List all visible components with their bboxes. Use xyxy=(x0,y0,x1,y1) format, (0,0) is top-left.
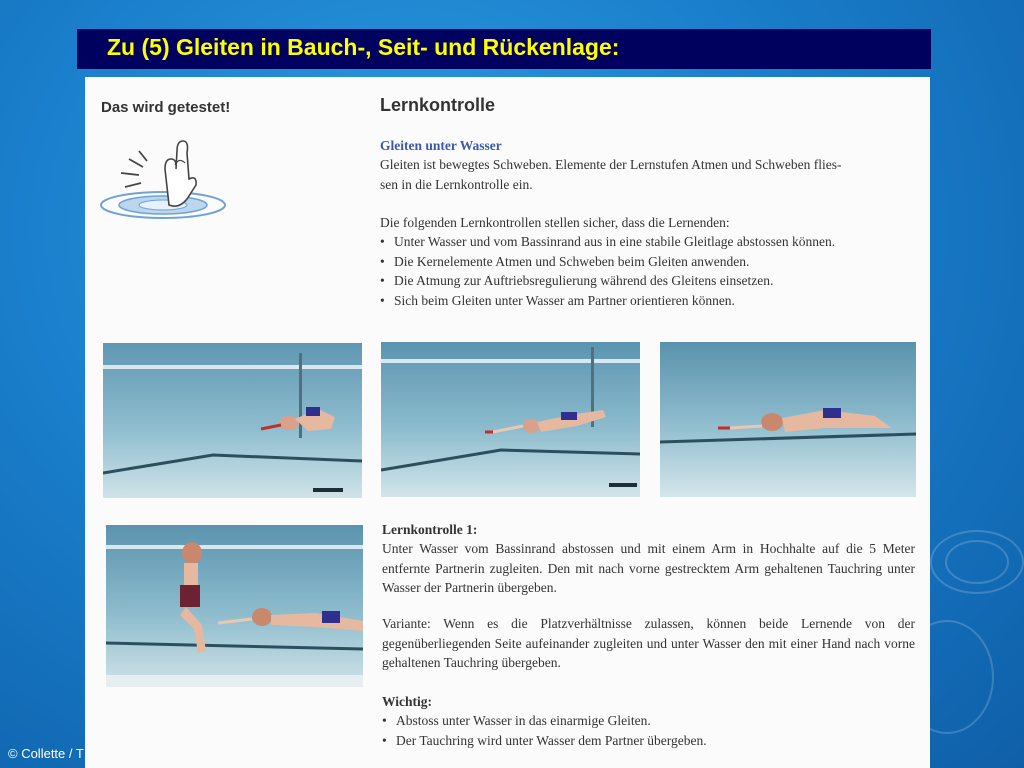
lernkontrolle-heading: Lernkontrolle xyxy=(380,95,496,115)
list-item: • Die Kernelemente Atmen und Schweben beim Gleiten anwenden. xyxy=(380,252,835,272)
lernziele-list xyxy=(380,232,835,310)
list-item: • Sich beim Gleiten unter Wasser am Partner orientieren können. xyxy=(380,291,835,311)
variante-text: Variante: Wenn es die Platzverhältnisse zulassen, können beide Lernende von der gegenüberliegenden Seite aufeinander zugleiten und unter Wasser den mit einer Hand nach vorne gehaltenen Tauchring übergeben. xyxy=(382,616,915,670)
pool-photo-2 xyxy=(381,342,640,497)
list-item: • Abstoss unter Wasser in das einarmige Gleiten. xyxy=(382,711,707,731)
wichtig-heading: Wichtig: xyxy=(382,694,432,709)
wichtig-list xyxy=(382,711,707,750)
pool-photo-1 xyxy=(103,343,362,498)
intro-line-2: sen in die Lernkontrolle ein. xyxy=(380,177,533,192)
list-item: • Die Atmung zur Auftriebsregulierung während des Gleitens einsetzen. xyxy=(380,271,835,291)
slide-title: Zu (5) Gleiten in Bauch-, Seit- und Rückenlage: xyxy=(77,29,931,69)
list-item: • Unter Wasser und vom Bassinrand aus in eine stabile Gleitlage abstossen können. xyxy=(380,232,835,252)
finger-in-water-icon xyxy=(99,129,229,224)
left-heading: Das wird getestet! xyxy=(101,99,231,116)
pool-photo-3 xyxy=(660,342,916,497)
list-item: • Der Tauchring wird unter Wasser dem Partner übergeben. xyxy=(382,731,707,751)
pool-photo-4 xyxy=(106,525,363,687)
gleiten-subheading: Gleiten unter Wasser xyxy=(380,138,502,153)
intro-line-1: Gleiten ist bewegtes Schweben. Elemente der Lernstufen Atmen und Schweben flies- xyxy=(380,157,842,172)
copyright-notice: © Collette / T xyxy=(8,746,84,761)
lernkontrolle-1-heading: Lernkontrolle 1: xyxy=(382,522,478,537)
scanned-page xyxy=(85,77,930,768)
water-ripple-decoration xyxy=(930,530,1024,594)
lernkontrolle-1-text: Unter Wasser vom Bassinrand abstossen und mit einem Arm in Hochhalte auf die 5 Meter entfernte Partnerin zugleiten. Den mit nach vorne gestrecktem Arm gehaltenen Tauchring unter Wasser der Partnerin übergeben. xyxy=(382,541,915,595)
intro-lead: Die folgenden Lernkontrollen stellen sicher, dass die Lernenden: xyxy=(380,215,730,230)
